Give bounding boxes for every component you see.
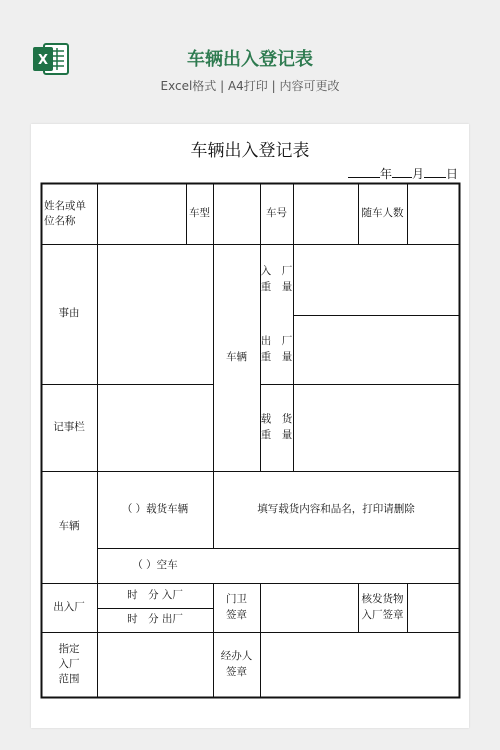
label-car-number: 车号 — [266, 207, 287, 220]
label-verify-seal: 核发货物 入厂签章 — [361, 593, 404, 621]
label-passengers: 随车人数 — [361, 207, 404, 220]
label-reason: 事由 — [58, 307, 80, 320]
form-title: 车辆出入登记表 — [190, 141, 310, 161]
label-vehicle-mid: 车辆 — [226, 350, 247, 363]
label-cargo-weight: 载 货 重 量 — [260, 413, 293, 441]
option-loaded-vehicle[interactable]: （ ）载货车辆 — [121, 502, 189, 515]
field-exit-time[interactable]: 时 分 出厂 — [127, 613, 183, 626]
field-guard-seal[interactable] — [260, 583, 358, 632]
label-notes: 记事栏 — [53, 420, 85, 433]
field-cargo-weight[interactable] — [293, 384, 459, 471]
field-verify-seal[interactable] — [407, 583, 459, 632]
label-name-unit: 姓名或单 位名称 — [44, 199, 86, 227]
label-car-type: 车型 — [189, 207, 210, 220]
date-day: 日 — [445, 167, 458, 181]
page-title: 车辆出入登记表 — [187, 49, 313, 70]
svg-text:X: X — [37, 53, 49, 68]
label-in-out: 出入厂 — [53, 600, 85, 613]
label-exit-weight: 出 厂 重 量 — [260, 335, 293, 363]
date-year: 年 — [379, 167, 392, 181]
field-name-unit[interactable] — [97, 184, 186, 244]
page-subtitle: Excel格式 | A4打印 | 内容可更改 — [160, 79, 340, 93]
field-designated-range[interactable] — [97, 632, 213, 697]
field-notes[interactable] — [97, 384, 213, 471]
field-handler-seal[interactable] — [260, 632, 459, 697]
field-reason[interactable] — [97, 244, 213, 384]
field-empty-vehicle[interactable] — [213, 548, 459, 583]
date-month: 月 — [411, 167, 424, 181]
field-exit-weight[interactable] — [293, 315, 459, 384]
label-designated-range: 指定 入厂 范围 — [58, 642, 80, 686]
field-enter-weight[interactable] — [293, 244, 459, 315]
field-enter-time[interactable]: 时 分 入厂 — [127, 588, 183, 601]
option-empty-vehicle[interactable]: （ ）空车 — [132, 558, 178, 571]
field-cargo-content[interactable]: 填写载货内容和品名，打印请删除 — [257, 502, 415, 515]
field-passengers[interactable] — [407, 184, 459, 244]
label-enter-weight: 入 厂 重 量 — [260, 265, 293, 293]
label-guard-seal: 门卫 签章 — [226, 593, 247, 621]
field-car-type[interactable] — [213, 184, 260, 244]
label-handler-seal: 经办人 签章 — [220, 650, 253, 678]
field-car-number[interactable] — [293, 184, 358, 244]
label-vehicle: 车辆 — [58, 520, 80, 533]
page-header — [0, 0, 500, 110]
form-preview — [31, 124, 469, 728]
